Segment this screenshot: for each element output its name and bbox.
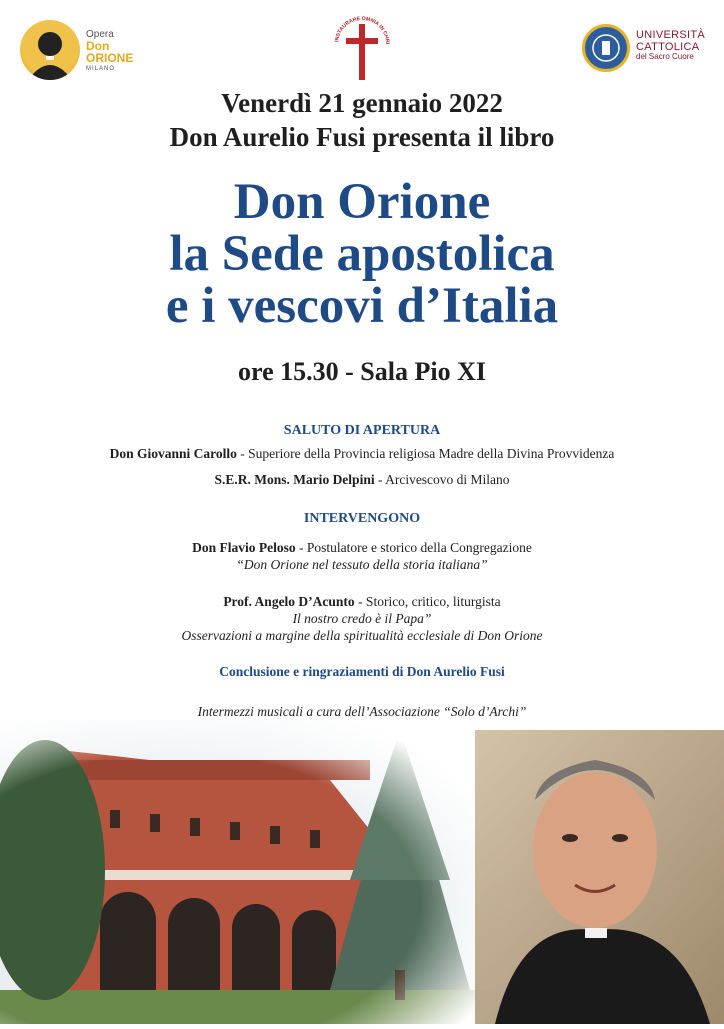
opening-speaker-1	[0, 446, 724, 462]
talks-heading: INTERVENGONO	[303, 511, 421, 526]
music-intermezzo: Intermezzi musicali a cura dell’Associazione “Solo d’Archi”	[197, 704, 527, 719]
opera-logo-city: MILANO	[86, 66, 116, 72]
speaker-name: S.E.R. Mons. Mario Delpini	[214, 472, 375, 487]
speaker-role: - Arcivescovo di Milano	[374, 472, 510, 487]
university-name	[636, 30, 705, 61]
book-title-line-1: Don Orione	[233, 174, 491, 230]
speaker-role: - Postulatore e storico della Congregazione	[295, 540, 532, 555]
speaker-name: Don Giovanni Carollo	[109, 446, 237, 461]
university-line3: del Sacro Cuore	[636, 52, 694, 62]
talk-speaker-1	[0, 540, 724, 556]
event-presenter: Don Aurelio Fusi presenta il libro	[169, 122, 555, 152]
opera-logo-text	[86, 30, 133, 72]
speaker-name: Prof. Angelo D’Acunto	[223, 594, 355, 609]
don-orione-photo	[475, 730, 724, 1024]
speaker-role: - Superiore della Provincia religiosa Madre della Divina Provvidenza	[236, 446, 615, 461]
closing-remarks: Conclusione e ringraziamenti di Don Aurelio Fusi	[219, 664, 505, 679]
event-time-place: ore 15.30 - Sala Pio XI	[238, 357, 486, 386]
book-title	[0, 176, 724, 332]
opera-logo-line1: Opera	[86, 29, 114, 40]
cross-emblem	[330, 10, 394, 82]
opera-don-orione-logo	[20, 20, 160, 84]
event-date: Venerdì 21 gennaio 2022	[221, 88, 503, 118]
university-line2: CATTOLICA	[636, 40, 700, 53]
don-orione-portrait-icon	[20, 20, 80, 80]
talk-1-title: “Don Orione nel tessuto della storia italiana”	[236, 557, 488, 572]
cross-horizontal	[346, 38, 378, 44]
university-seal-icon	[582, 24, 630, 72]
speaker-role: - Storico, critico, liturgista	[354, 594, 501, 609]
cross-vertical	[359, 24, 365, 80]
talk-2-subtitle: Osservazioni a margine della spiritualità ecclesiale di Don Orione	[181, 628, 543, 643]
university-line1: UNIVERSITÀ	[636, 29, 706, 41]
opening-heading: SALUTO DI APERTURA	[283, 423, 441, 438]
opera-logo-line3: ORIONE	[86, 51, 134, 65]
opera-logo-line2: Don	[86, 39, 110, 53]
opening-speaker-2	[0, 472, 724, 488]
header	[0, 0, 724, 90]
university-building-photo	[0, 720, 500, 1024]
cross-motto: INSTAURARE OMNIA IN CHRI	[334, 15, 391, 45]
talk-speaker-2	[0, 594, 724, 610]
book-title-line-2: la Sede apostolica	[169, 226, 555, 282]
book-title-line-3: e i vescovi d’Italia	[165, 278, 559, 334]
universita-cattolica-logo	[582, 24, 712, 76]
talk-2-title: Il nostro credo è il Papa”	[292, 611, 432, 626]
photo-collage	[0, 720, 724, 1024]
speaker-name: Don Flavio Peloso	[192, 540, 296, 555]
